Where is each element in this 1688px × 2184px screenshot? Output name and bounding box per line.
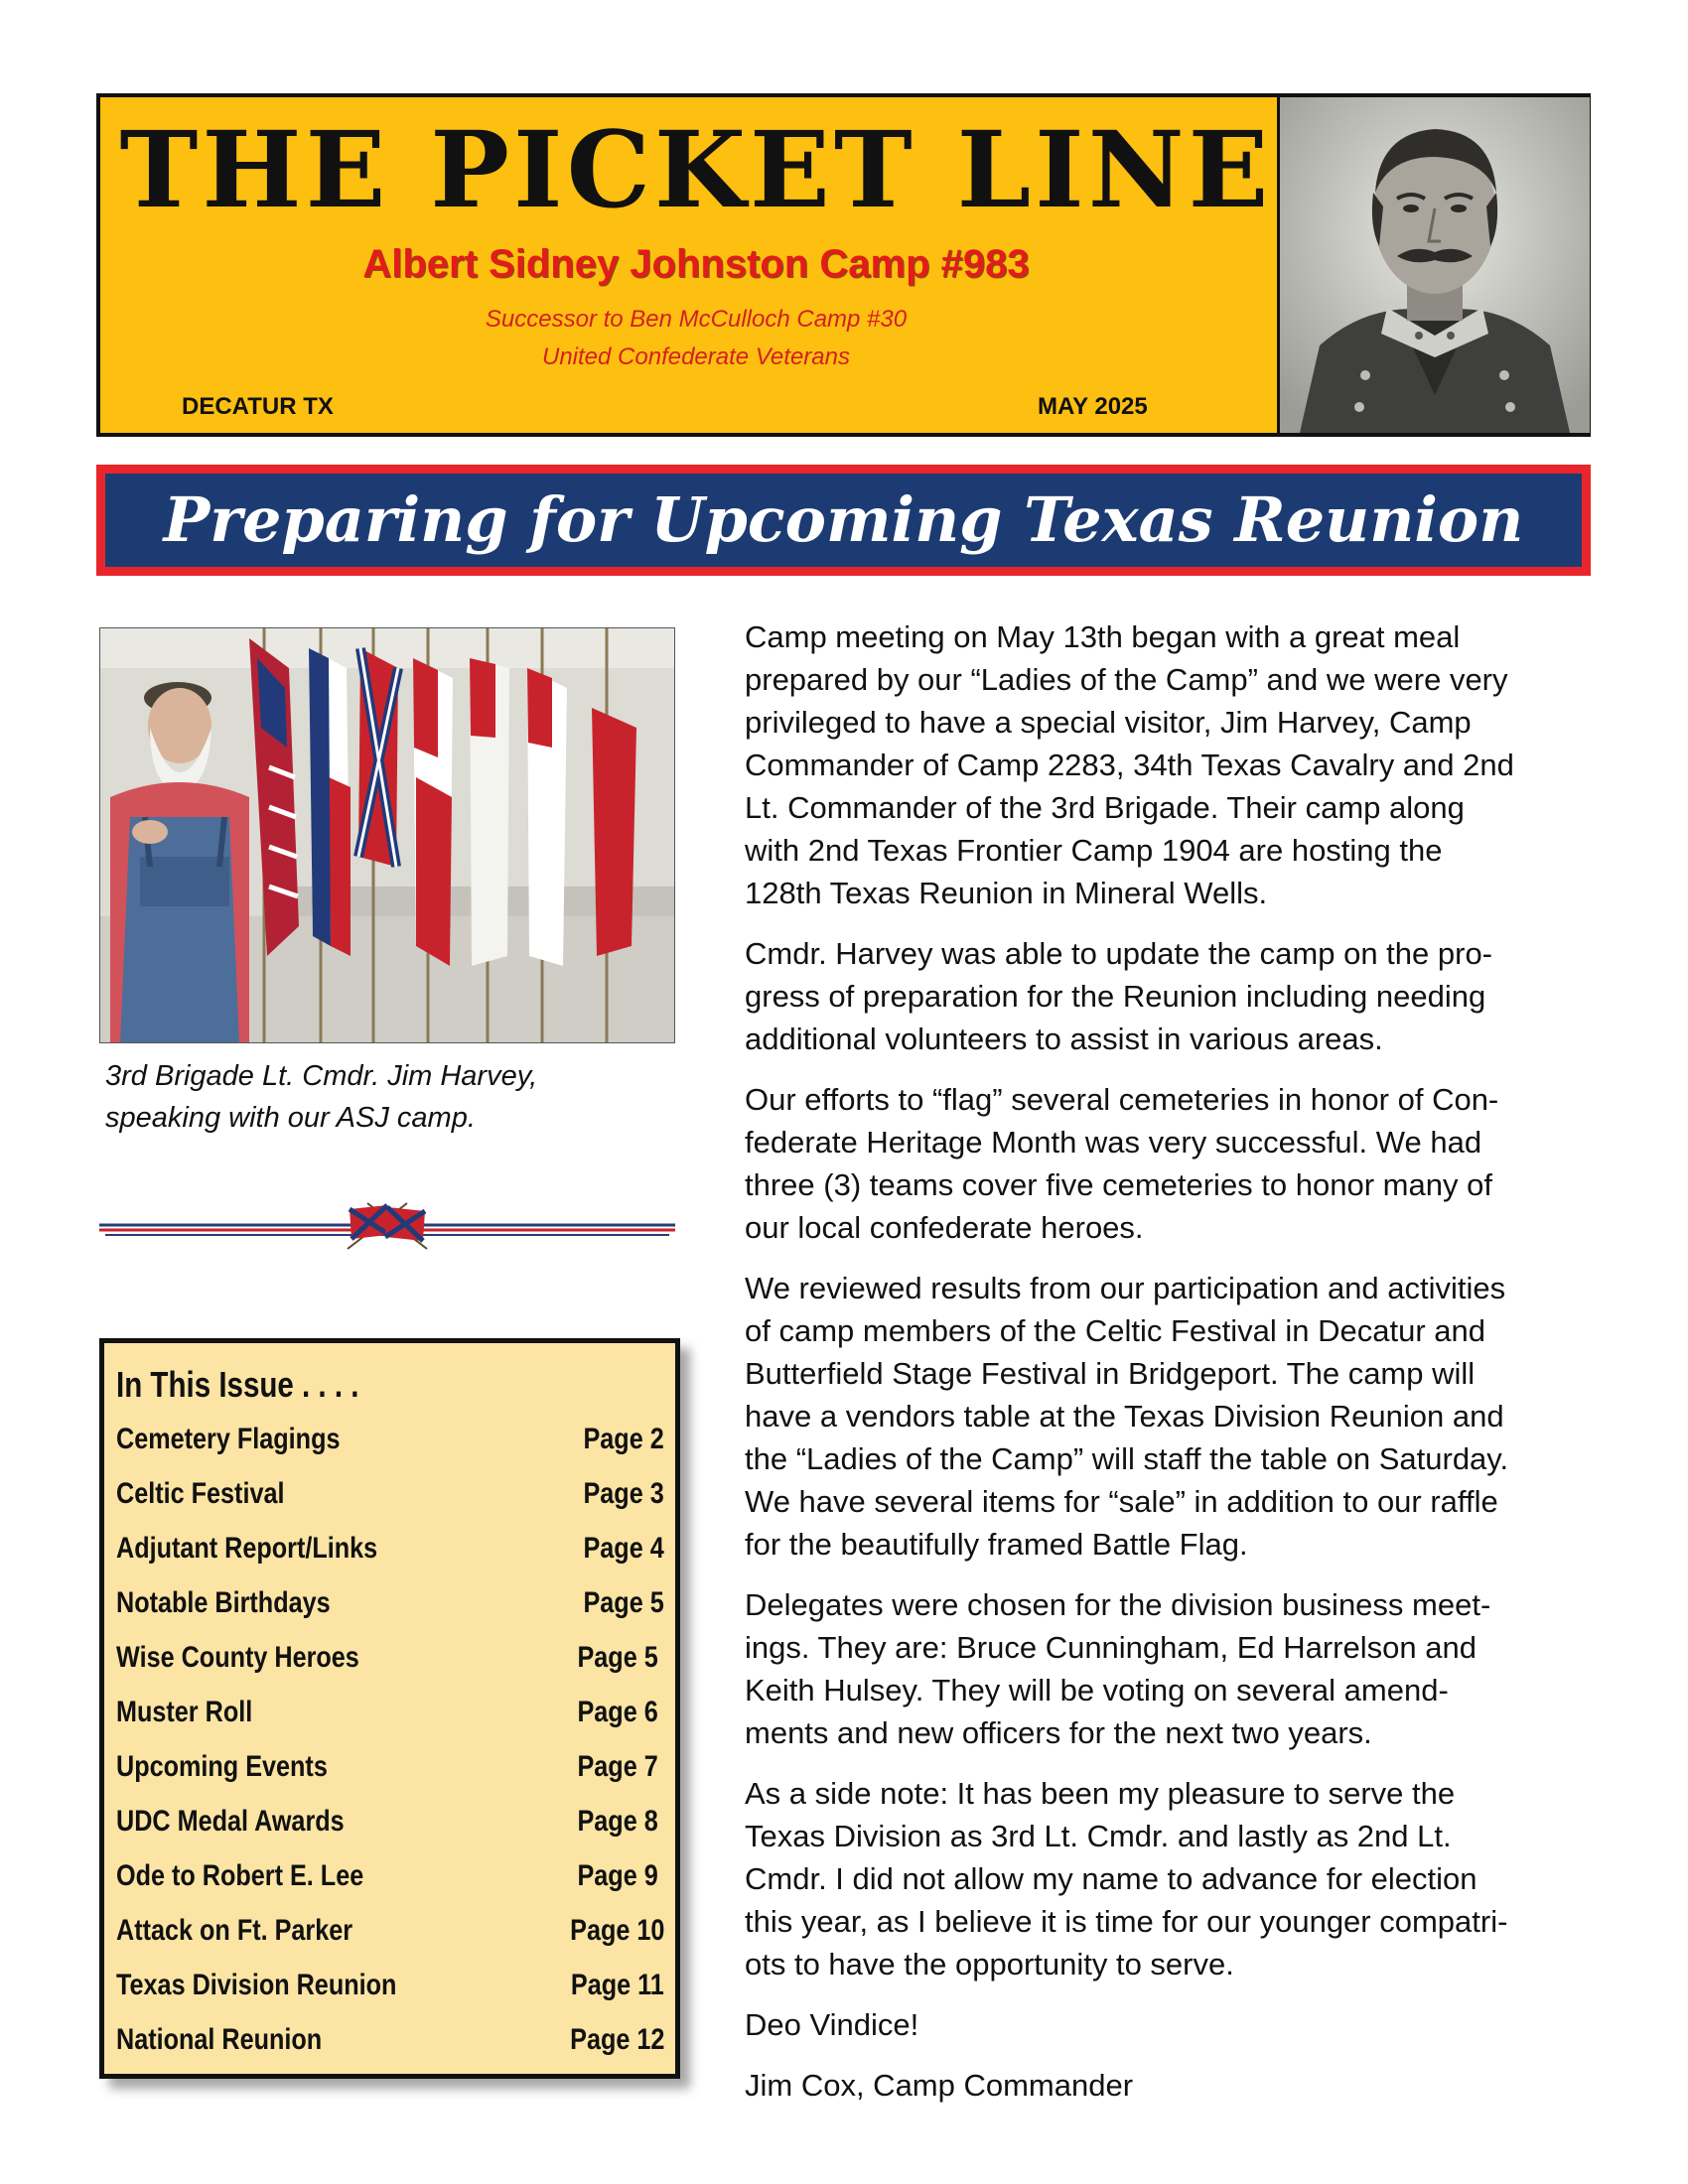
toc-item[interactable]: [116, 1971, 664, 2010]
article-signature: Jim Cox, Camp Commander: [745, 2068, 1134, 2103]
article-line: Commander of Camp 2283, 34th Texas Cavalry and 2nd: [745, 748, 1514, 782]
toc-item-page: Page 3: [583, 1477, 664, 1510]
toc-item[interactable]: [116, 1425, 664, 1464]
toc-item-label: Muster Roll: [116, 1696, 253, 1728]
toc-item-label: National Reunion: [116, 2023, 323, 2056]
toc-item-page: Page 6: [577, 1696, 658, 1728]
toc-item-label: Celtic Festival: [116, 1477, 285, 1510]
ucv-line: United Confederate Veterans: [542, 343, 850, 370]
article-signoff: Deo Vindice!: [745, 2007, 919, 2042]
portrait-image: [1277, 97, 1590, 433]
toc-item-label: Notable Birthdays: [116, 1586, 331, 1619]
article-line: Camp meeting on May 13th began with a great meal: [745, 619, 1461, 654]
toc-item-page: Page 2: [583, 1423, 664, 1455]
article-line: gress of preparation for the Reunion including needing: [745, 979, 1486, 1014]
toc-item-label: Adjutant Report/Links: [116, 1532, 378, 1565]
article-line: have a vendors table at the Texas Division Reunion and: [745, 1399, 1504, 1433]
location-label: DECATUR TX: [182, 393, 334, 420]
toc-item-page: Page 8: [577, 1805, 658, 1838]
toc-item-label: Ode to Robert E. Lee: [116, 1859, 364, 1892]
article-line: federate Heritage Month was very successful. We had: [745, 1125, 1482, 1160]
toc-item-label: Cemetery Flagings: [116, 1423, 341, 1455]
toc-item[interactable]: [116, 1643, 664, 1683]
toc-item[interactable]: [116, 1916, 664, 1956]
article-line: of camp members of the Celtic Festival in Decatur and: [745, 1313, 1486, 1348]
toc-item-page: Page 10: [569, 1914, 664, 1947]
meeting-photo-illustration: [100, 628, 674, 1042]
headline-text: Preparing for Upcoming Texas Reunion: [163, 483, 1524, 556]
article-line: additional volunteers to assist in various areas.: [745, 1022, 1383, 1056]
article-line: Texas Division as 3rd Lt. Cmdr. and lastly as 2nd Lt.: [745, 1819, 1452, 1853]
meeting-photo: [99, 627, 675, 1043]
headline-inner: [105, 474, 1582, 567]
toc-item-page: Page 11: [571, 1969, 664, 2001]
newsletter-title: THE PICKET LINE: [119, 107, 1273, 231]
photo-caption-line1: 3rd Brigade Lt. Cmdr. Jim Harvey,: [105, 1060, 538, 1092]
article-line: Butterfield Stage Festival in Bridgeport. The camp will: [745, 1356, 1476, 1391]
toc-item-page: Page 7: [577, 1750, 658, 1783]
article-line: prepared by our “Ladies of the Camp” and we were very: [745, 662, 1508, 697]
toc-item-page: Page 5: [577, 1641, 658, 1674]
article-line: Cmdr. I did not allow my name to advance for election: [745, 1861, 1477, 1896]
toc-item-label: Texas Division Reunion: [116, 1969, 397, 2001]
article-line: 128th Texas Reunion in Mineral Wells.: [745, 876, 1268, 910]
toc-item[interactable]: [116, 1588, 664, 1628]
article-line: privileged to have a special visitor, Jim Harvey, Camp: [745, 705, 1472, 740]
toc-item[interactable]: [116, 1752, 664, 1792]
crossed-flags-icon: [348, 1203, 427, 1249]
article-line: three (3) teams cover five cemeteries to honor many of: [745, 1167, 1492, 1202]
decorative-divider: [99, 1199, 675, 1255]
article-line: Cmdr. Harvey was able to update the camp on the pro-: [745, 936, 1493, 971]
toc-item-label: Attack on Ft. Parker: [116, 1914, 353, 1947]
article-line: the “Ladies of the Camp” will staff the table on Saturday.: [745, 1441, 1509, 1476]
toc-title: In This Issue . . . .: [116, 1364, 359, 1405]
toc-item[interactable]: [116, 1698, 664, 1737]
toc-item[interactable]: [116, 1479, 664, 1519]
toc-item-page: Page 5: [583, 1586, 664, 1619]
article-line: ments and new officers for the next two years.: [745, 1715, 1372, 1750]
article-line: our local confederate heroes.: [745, 1210, 1144, 1245]
toc-item-label: Upcoming Events: [116, 1750, 328, 1783]
article-line: ots to have the opportunity to serve.: [745, 1947, 1234, 1981]
masthead: [96, 93, 1591, 437]
in-this-issue-box: [99, 1338, 680, 2079]
photo-caption-line2: speaking with our ASJ camp.: [105, 1102, 476, 1134]
article-line: Lt. Commander of the 3rd Brigade. Their camp along: [745, 790, 1465, 825]
general-portrait-illustration: [1280, 97, 1590, 433]
article-line: ings. They are: Bruce Cunningham, Ed Harrelson and: [745, 1630, 1477, 1665]
article-line: We reviewed results from our participation and activities: [745, 1271, 1506, 1305]
toc-item[interactable]: [116, 1861, 664, 1901]
headline-banner: [96, 465, 1591, 576]
article-line: Our efforts to “flag” several cemeteries in honor of Con-: [745, 1082, 1499, 1117]
camp-name: Albert Sidney Johnston Camp #983: [362, 242, 1030, 286]
toc-item[interactable]: [116, 1807, 664, 1846]
article-line: As a side note: It has been my pleasure to serve the: [745, 1776, 1456, 1811]
toc-item-label: Wise County Heroes: [116, 1641, 359, 1674]
toc-item-page: Page 9: [577, 1859, 658, 1892]
article-line: Keith Hulsey. They will be voting on several amend-: [745, 1673, 1449, 1707]
toc-item-label: UDC Medal Awards: [116, 1805, 345, 1838]
toc-item-page: Page 12: [569, 2023, 664, 2056]
successor-line: Successor to Ben McCulloch Camp #30: [485, 306, 908, 333]
toc-item[interactable]: [116, 1534, 664, 1573]
toc-item[interactable]: [116, 2025, 664, 2065]
article-line: with 2nd Texas Frontier Camp 1904 are hosting the: [745, 833, 1443, 868]
article-line: We have several items for “sale” in addition to our raffle: [745, 1484, 1498, 1519]
crossed-flags-divider: [99, 1199, 675, 1255]
article-line: for the beautifully framed Battle Flag.: [745, 1527, 1248, 1562]
toc-item-page: Page 4: [583, 1532, 664, 1565]
article-line: Delegates were chosen for the division business meet-: [745, 1587, 1491, 1622]
article-line: this year, as I believe it is time for our younger compatri-: [745, 1904, 1508, 1939]
issue-date: MAY 2025: [1038, 393, 1148, 420]
